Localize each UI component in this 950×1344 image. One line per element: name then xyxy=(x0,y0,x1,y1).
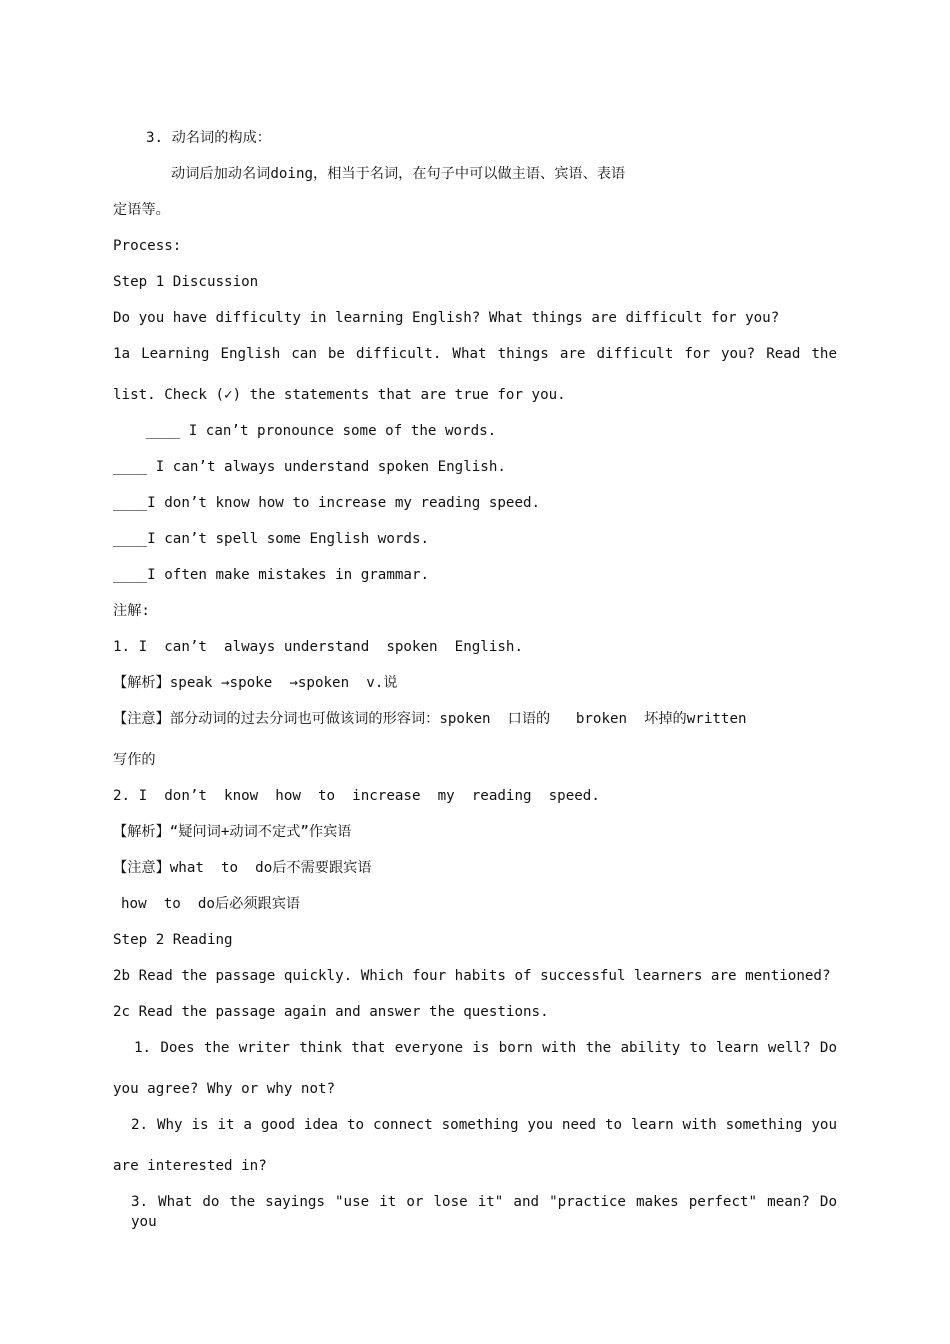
paragraph-line: 2b Read the passage quickly. Which four habits of successful learners are mentioned? xyxy=(113,968,831,984)
question-item: 3. What do the sayings "use it or lose it" and "practice makes perfect" mean? Do you xyxy=(131,1194,837,1230)
question-item: 2. Why is it a good idea to connect something you need to learn with something you xyxy=(131,1117,837,1133)
paragraph-line: 2c Read the passage again and answer the questions. xyxy=(113,1004,549,1020)
question-item-continued: are interested in? xyxy=(113,1158,267,1174)
step-heading: Step 2 Reading xyxy=(113,932,233,948)
note-analysis: 【解析】“疑问词+动词不定式”作宾语 xyxy=(113,824,352,840)
note-analysis: 【解析】speak →spoke →spoken v.说 xyxy=(113,675,398,691)
notes-heading: 注解: xyxy=(113,603,150,619)
process-label: Process: xyxy=(113,238,182,254)
question-item-continued: you agree? Why or why not? xyxy=(113,1081,336,1097)
note-attention: 【注意】部分动词的过去分词也可做该词的形容词：spoken 口语的 broken 坏掉的written xyxy=(113,711,747,727)
step-heading: Step 1 Discussion xyxy=(113,274,259,290)
checklist-item: ____ I can’t pronounce some of the words. xyxy=(146,423,497,439)
note-attention-continued: how to do后必须跟宾语 xyxy=(121,896,301,912)
note-attention-continued: 写作的 xyxy=(113,752,156,768)
checklist-item: ____I can’t spell some English words. xyxy=(113,531,430,547)
note-sentence: 1. I can’t always understand spoken English. xyxy=(113,639,523,655)
paragraph-line: Do you have difficulty in learning English? What things are difficult for you? xyxy=(113,310,780,326)
paragraph-line: 动词后加动名词doing，相当于名词，在句子中可以做主语、宾语、表语 xyxy=(171,166,626,182)
note-attention: 【注意】what to do后不需要跟宾语 xyxy=(113,860,372,876)
paragraph-line: 定语等。 xyxy=(113,202,170,218)
section-heading: 3. 动名词的构成： xyxy=(146,130,271,146)
paragraph-line: list. Check (✓) the statements that are true for you. xyxy=(113,387,566,403)
checklist-item: ____I don’t know how to increase my reading speed. xyxy=(113,495,541,511)
note-sentence: 2. I don’t know how to increase my reading speed. xyxy=(113,788,600,804)
paragraph-line: 1a Learning English can be difficult. What things are difficult for you? Read the xyxy=(113,346,837,362)
checklist-item: ____ I can’t always understand spoken English. xyxy=(113,459,506,475)
question-item: 1. Does the writer think that everyone is born with the ability to learn well? Do xyxy=(134,1040,837,1056)
checklist-item: ____I often make mistakes in grammar. xyxy=(113,567,430,583)
